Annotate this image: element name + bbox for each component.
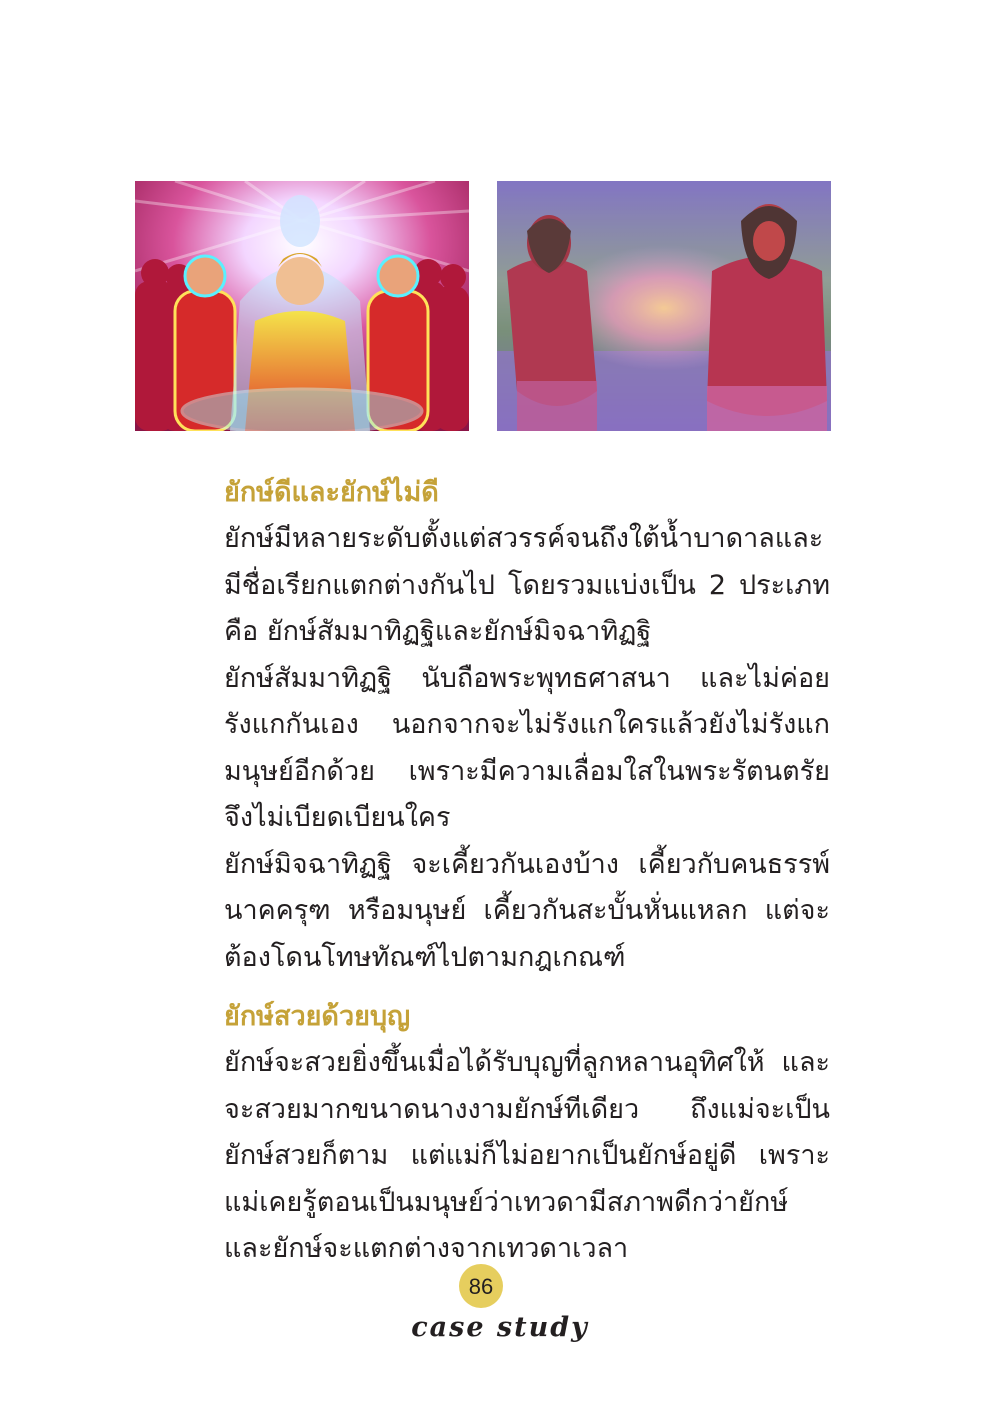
section-beautiful-giants <box>135 994 830 1273</box>
paragraph-text: ยักษ์มิจฉาทิฏฐิ จะเคี้ยวกันเองบ้าง เคี้ยวกับคนธรรพ์ นาคครุฑ หรือมนุษย์ เคี้ยวกันสะบั้นหั่นแหลก แต่จะต้องโดนโทษทัณฑ์ไปตามกฎเกณฑ์ <box>224 848 830 973</box>
section-heading: ยักษ์สวยด้วยบุญ <box>224 1001 411 1032</box>
red-giants-landscape-illustration <box>497 181 831 431</box>
paragraph-text: ยักษ์มีหลายระดับตั้งแต่สวรรค์จนถึงใต้น้ำบาดาลและมีชื่อเรียกแตกต่างกันไป โดยรวมแบ่งเป็น 2 ประเภทคือ ยักษ์สัมมาทิฏฐิและยักษ์มิจฉาทิฏฐิ <box>224 523 830 647</box>
paragraph-text: ยักษ์สัมมาทิฏฐิ นับถือพระพุทธศาสนา และไม่ค่อยรังแกกันเอง นอกจากจะไม่รังแกใครแล้วยังไม่รังแกมนุษย์อีกด้วย เพราะมีความเลื่อมใสในพระรัตนตรัยจึงไม่เบียดเบียนใคร <box>224 662 830 833</box>
paragraph <box>135 1040 830 1273</box>
page-number: 86 <box>468 1274 494 1299</box>
figures-praying-illustration <box>135 181 469 431</box>
paragraph <box>135 656 830 842</box>
paragraph <box>135 842 830 982</box>
section-good-bad-giants <box>135 470 830 981</box>
paragraph <box>135 516 830 656</box>
illustration-right <box>497 181 831 431</box>
section-heading: ยักษ์ดีและยักษ์ไม่ดี <box>224 477 439 508</box>
paragraph-text: ยักษ์จะสวยยิ่งขึ้นเมื่อได้รับบุญที่ลูกหลานอุทิศให้ และจะสวยมากขนาดนางงามยักษ์ทีเดียว ถึงแม่จะเป็นยักษ์สวยก็ตาม แต่แม่ก็ไม่อยากเป็นยักษ์อยู่ดี เพราะแม่เคยรู้ตอนเป็นมนุษย์ว่าเทวดามีสภาพดีกว่ายักษ์ และยักษ์จะแตกต่างจากเทวดาเวลา <box>224 1047 830 1264</box>
footer-label: case study <box>411 1312 589 1343</box>
illustration-left <box>135 181 469 431</box>
